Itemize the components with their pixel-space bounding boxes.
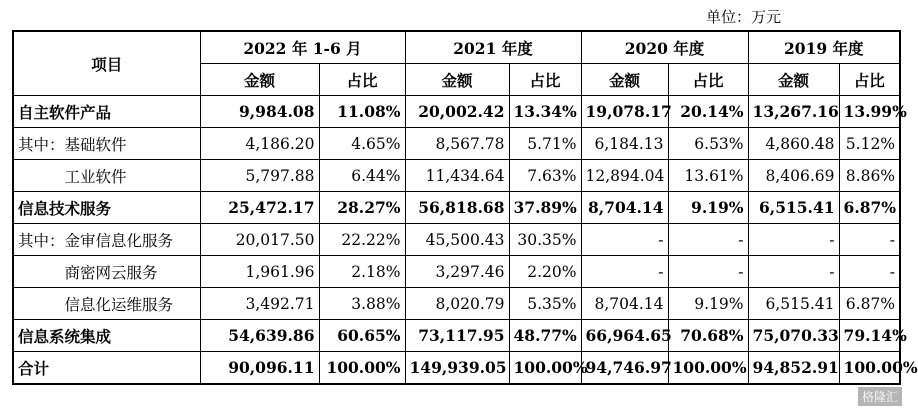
header-period-2022h1: 2022 年 1-6 月	[200, 31, 405, 64]
ratio-cell: 2.20%	[509, 256, 581, 288]
table-row	[13, 160, 900, 192]
ratio-cell: 22.22%	[319, 224, 405, 256]
table-row	[13, 320, 900, 352]
header-amount: 金额	[200, 64, 319, 96]
ratio-cell: 6.44%	[319, 160, 405, 192]
amount-cell: 45,500.43	[405, 224, 509, 256]
ratio-cell: 5.71%	[509, 128, 581, 160]
ratio-cell: 5.12%	[839, 128, 900, 160]
header-amount: 金额	[405, 64, 509, 96]
row-label: 信息系统集成	[13, 320, 200, 352]
row-label: 信息化运维服务	[13, 288, 200, 320]
amount-cell: -	[581, 224, 668, 256]
header-amount: 金额	[748, 64, 839, 96]
ratio-cell: 4.65%	[319, 128, 405, 160]
amount-cell: 6,184.13	[581, 128, 668, 160]
amount-cell: 94,746.97	[581, 352, 668, 385]
header-period-2021: 2021 年度	[405, 31, 581, 64]
ratio-cell: 11.08%	[319, 96, 405, 128]
ratio-cell: 2.18%	[319, 256, 405, 288]
ratio-cell: 6.87%	[839, 288, 900, 320]
ratio-cell: 30.35%	[509, 224, 581, 256]
amount-cell: 4,860.48	[748, 128, 839, 160]
ratio-cell: 9.19%	[668, 192, 748, 224]
table-row	[13, 192, 900, 224]
ratio-cell: 60.65%	[319, 320, 405, 352]
amount-cell: 8,020.79	[405, 288, 509, 320]
ratio-cell: 100.00%	[319, 352, 405, 385]
ratio-cell: 100.00%	[509, 352, 581, 385]
table-row	[13, 352, 900, 385]
ratio-cell: 6.53%	[668, 128, 748, 160]
ratio-cell: -	[839, 224, 900, 256]
header-period-2019: 2019 年度	[748, 31, 900, 64]
amount-cell: 66,964.65	[581, 320, 668, 352]
row-label: 自主软件产品	[13, 96, 200, 128]
table-row	[13, 256, 900, 288]
ratio-cell: 3.88%	[319, 288, 405, 320]
header-ratio: 占比	[839, 64, 900, 96]
ratio-cell: 8.86%	[839, 160, 900, 192]
ratio-cell: -	[668, 224, 748, 256]
revenue-breakdown-table	[12, 30, 918, 385]
ratio-cell: -	[839, 256, 900, 288]
amount-cell: 3,492.71	[200, 288, 319, 320]
row-label: 工业软件	[13, 160, 200, 192]
row-label: 其中：基础软件	[13, 128, 200, 160]
amount-cell: 3,297.46	[405, 256, 509, 288]
unit-label: 单位：万元	[706, 8, 782, 26]
ratio-cell: 13.61%	[668, 160, 748, 192]
row-label: 其中：金审信息化服务	[13, 224, 200, 256]
ratio-cell: 13.34%	[509, 96, 581, 128]
amount-cell: -	[748, 224, 839, 256]
ratio-cell: 79.14%	[839, 320, 900, 352]
ratio-cell: 100.00%	[668, 352, 748, 385]
ratio-cell: 100.00%	[839, 352, 900, 385]
amount-cell: 75,070.33	[748, 320, 839, 352]
amount-cell: 20,002.42	[405, 96, 509, 128]
amount-cell: 94,852.91	[748, 352, 839, 385]
amount-cell: 8,704.14	[581, 288, 668, 320]
ratio-cell: 13.99%	[839, 96, 900, 128]
header-ratio: 占比	[319, 64, 405, 96]
ratio-cell: -	[668, 256, 748, 288]
amount-cell: 4,186.20	[200, 128, 319, 160]
table-row	[13, 224, 900, 256]
amount-cell: 9,984.08	[200, 96, 319, 128]
amount-cell: 11,434.64	[405, 160, 509, 192]
amount-cell: 20,017.50	[200, 224, 319, 256]
ratio-cell: 37.89%	[509, 192, 581, 224]
amount-cell: -	[581, 256, 668, 288]
ratio-cell: 70.68%	[668, 320, 748, 352]
amount-cell: 54,639.86	[200, 320, 319, 352]
amount-cell: 90,096.11	[200, 352, 319, 385]
amount-cell: 73,117.95	[405, 320, 509, 352]
amount-cell: 8,704.14	[581, 192, 668, 224]
ratio-cell: 48.77%	[509, 320, 581, 352]
amount-cell: 13,267.16	[748, 96, 839, 128]
ratio-cell: 9.19%	[668, 288, 748, 320]
header-ratio: 占比	[509, 64, 581, 96]
amount-cell: 6,515.41	[748, 288, 839, 320]
ratio-cell: 6.87%	[839, 192, 900, 224]
amount-cell: 6,515.41	[748, 192, 839, 224]
ratio-cell: 20.14%	[668, 96, 748, 128]
table-row	[13, 96, 900, 128]
amount-cell: 5,797.88	[200, 160, 319, 192]
amount-cell: 8,567.78	[405, 128, 509, 160]
row-label: 商密网云服务	[13, 256, 200, 288]
header-period-2020: 2020 年度	[581, 31, 748, 64]
amount-cell: 56,818.68	[405, 192, 509, 224]
amount-cell: 1,961.96	[200, 256, 319, 288]
amount-cell: 8,406.69	[748, 160, 839, 192]
amount-cell: 149,939.05	[405, 352, 509, 385]
amount-cell: -	[748, 256, 839, 288]
header-ratio: 占比	[668, 64, 748, 96]
header-amount: 金额	[581, 64, 668, 96]
table-row	[13, 128, 900, 160]
ratio-cell: 7.63%	[509, 160, 581, 192]
amount-cell: 25,472.17	[200, 192, 319, 224]
row-label: 合计	[13, 352, 200, 385]
amount-cell: 12,894.04	[581, 160, 668, 192]
amount-cell: 19,078.17	[581, 96, 668, 128]
row-label: 信息技术服务	[13, 192, 200, 224]
header-item: 项目	[13, 31, 200, 96]
ratio-cell: 28.27%	[319, 192, 405, 224]
watermark-logo: 格隆汇	[858, 387, 902, 406]
ratio-cell: 5.35%	[509, 288, 581, 320]
table-row	[13, 288, 900, 320]
